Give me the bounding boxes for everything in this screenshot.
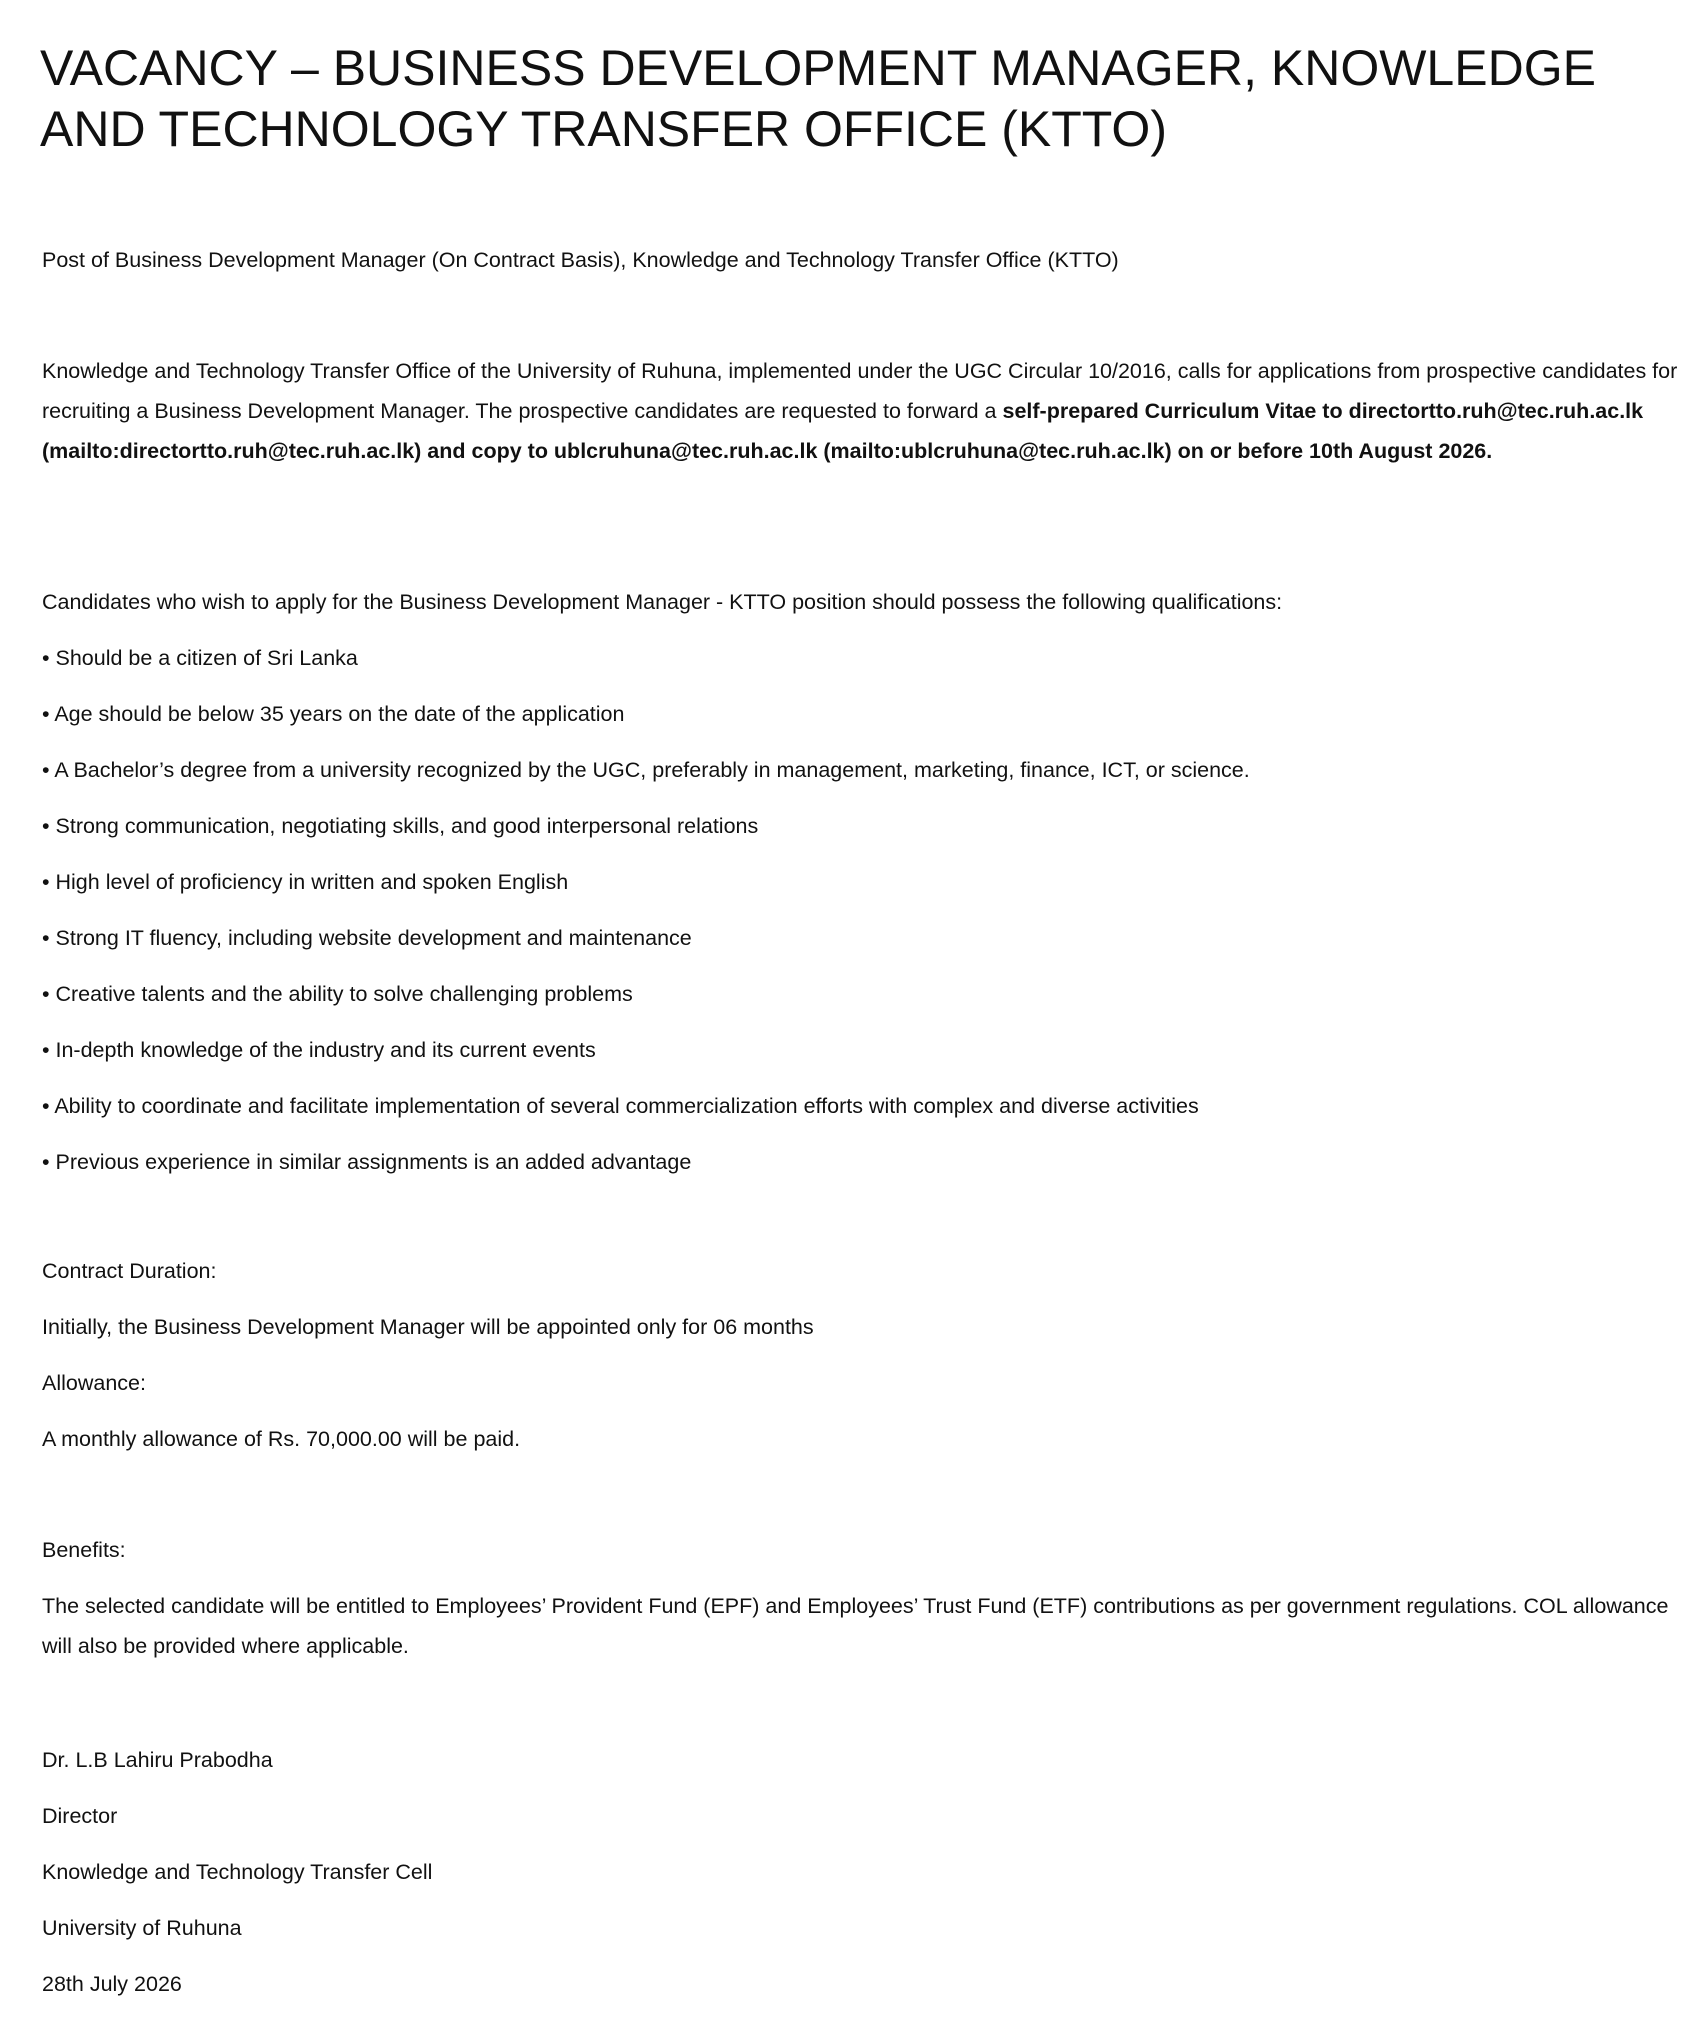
signatory-unit: Knowledge and Technology Transfer Cell: [42, 1860, 433, 1884]
allowance-heading: Allowance:: [42, 1371, 146, 1395]
signatory-role: Director: [42, 1804, 118, 1828]
qualifications-list: [42, 638, 1250, 1198]
signatory-name: Dr. L.B Lahiru Prabodha: [42, 1748, 273, 1772]
post-line: Post of Business Development Manager (On Contract Basis), Knowledge and Technology Transfer Office (KTTO): [42, 248, 1119, 272]
intro-text: Knowledge and Technology Transfer Office of the University of Ruhuna, implemented under the UGC Circular 10/2016, calls for applications from prospective candidates for recruiting a Business Development Manager. The prospective candidates are requested to forward a: [42, 359, 1678, 423]
list-item: • Strong communication, negotiating skills, and good interpersonal relations: [42, 814, 759, 838]
qualifications-intro: Candidates who wish to apply for the Business Development Manager - KTTO position should possess the following qualifications:: [42, 590, 1283, 614]
intro-application-instructions: self-prepared Curriculum Vitae to directortto.ruh@tec.ruh.ac.lk (mailto:directortto.ruh@tec.ruh.ac.lk) and copy to ublcruhuna@tec.ruh.ac.lk (mailto:ublcruhuna@tec.ruh.ac.lk) on or before 10th August 2026.: [42, 399, 1644, 463]
list-item: • A Bachelor’s degree from a university recognized by the UGC, preferably in management, marketing, finance, ICT, or science.: [42, 758, 1250, 782]
list-item: • Age should be below 35 years on the date of the application: [42, 702, 625, 726]
document-date: 28th July 2026: [42, 1972, 182, 1996]
contract-text: Initially, the Business Development Manager will be appointed only for 06 months: [42, 1315, 814, 1339]
list-item: • High level of proficiency in written and spoken English: [42, 870, 569, 894]
list-item: • Should be a citizen of Sri Lanka: [42, 646, 358, 670]
contract-heading: Contract Duration:: [42, 1259, 217, 1283]
list-item: • Previous experience in similar assignments is an added advantage: [42, 1150, 692, 1174]
signatory-university: University of Ruhuna: [42, 1916, 242, 1940]
benefits-text: The selected candidate will be entitled to Employees’ Provident Fund (EPF) and Employees’ Trust Fund (ETF) contributions as per government regulations. COL allowance will also be provided where applicable.: [42, 1594, 1669, 1658]
intro-paragraph: [42, 351, 1682, 471]
list-item: • In-depth knowledge of the industry and its current events: [42, 1038, 596, 1062]
document-title: VACANCY – BUSINESS DEVELOPMENT MANAGER, KNOWLEDGE AND TECHNOLOGY TRANSFER OFFICE (KTTO): [40, 40, 1596, 157]
list-item: • Ability to coordinate and facilitate implementation of several commercialization efforts with complex and diverse activities: [42, 1094, 1199, 1118]
benefits-heading: Benefits:: [42, 1538, 126, 1562]
list-item: • Strong IT fluency, including website development and maintenance: [42, 926, 692, 950]
list-item: • Creative talents and the ability to solve challenging problems: [42, 982, 633, 1006]
allowance-text: A monthly allowance of Rs. 70,000.00 will be paid.: [42, 1427, 521, 1451]
